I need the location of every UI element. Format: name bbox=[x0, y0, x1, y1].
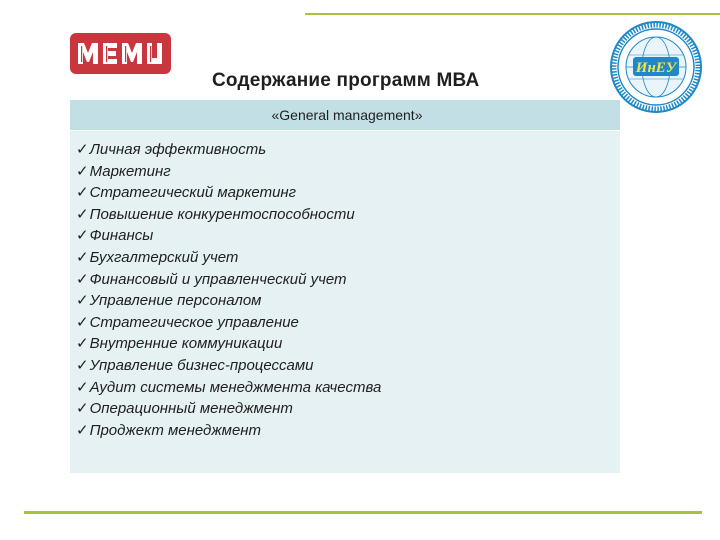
check-icon: ✓ bbox=[76, 248, 89, 266]
list-item: ✓Стратегический маркетинг bbox=[76, 182, 381, 204]
check-icon: ✓ bbox=[76, 270, 89, 288]
slide-title: Содержание программ МВА bbox=[212, 70, 480, 91]
mbmu-logo bbox=[70, 33, 171, 74]
check-icon: ✓ bbox=[76, 335, 89, 353]
section-subtitle-bar bbox=[70, 100, 620, 130]
check-icon: ✓ bbox=[76, 421, 89, 439]
list-item: ✓Управление персоналом bbox=[76, 290, 381, 312]
list-item: ✓Повышение конкурентоспособности bbox=[76, 204, 381, 226]
list-item: ✓Стратегическое управление bbox=[76, 312, 381, 334]
check-icon: ✓ bbox=[76, 162, 89, 180]
list-item: ✓Аудит системы менеджмента качества bbox=[76, 377, 381, 399]
check-icon: ✓ bbox=[76, 400, 89, 418]
list-item: ✓Финансы bbox=[76, 225, 381, 247]
check-icon: ✓ bbox=[76, 378, 89, 396]
check-icon: ✓ bbox=[76, 356, 89, 374]
list-item: ✓Внутренние коммуникации bbox=[76, 333, 381, 355]
svg-text:ИнЕУ: ИнЕУ bbox=[635, 60, 677, 76]
ineu-emblem-logo bbox=[609, 20, 703, 114]
check-icon: ✓ bbox=[76, 205, 89, 223]
list-item: ✓Финансовый и управленческий учет bbox=[76, 269, 381, 291]
list-item: ✓Управление бизнес-процессами bbox=[76, 355, 381, 377]
check-icon: ✓ bbox=[76, 184, 89, 202]
bottom-divider-line bbox=[24, 511, 702, 514]
top-divider-line bbox=[305, 13, 720, 15]
list-item: ✓Проджект менеджмент bbox=[76, 420, 381, 442]
list-item: ✓Личная эффективность bbox=[76, 139, 381, 161]
check-icon: ✓ bbox=[76, 227, 89, 245]
list-item: ✓Бухгалтерский учет bbox=[76, 247, 381, 269]
program-list bbox=[76, 139, 381, 441]
section-subtitle: «General management» bbox=[271, 107, 423, 123]
check-icon: ✓ bbox=[76, 313, 89, 331]
list-item: ✓Маркетинг bbox=[76, 161, 381, 183]
check-icon: ✓ bbox=[76, 292, 89, 310]
list-item: ✓Операционный менеджмент bbox=[76, 398, 381, 420]
program-content-box bbox=[70, 131, 620, 473]
check-icon: ✓ bbox=[76, 141, 89, 158]
